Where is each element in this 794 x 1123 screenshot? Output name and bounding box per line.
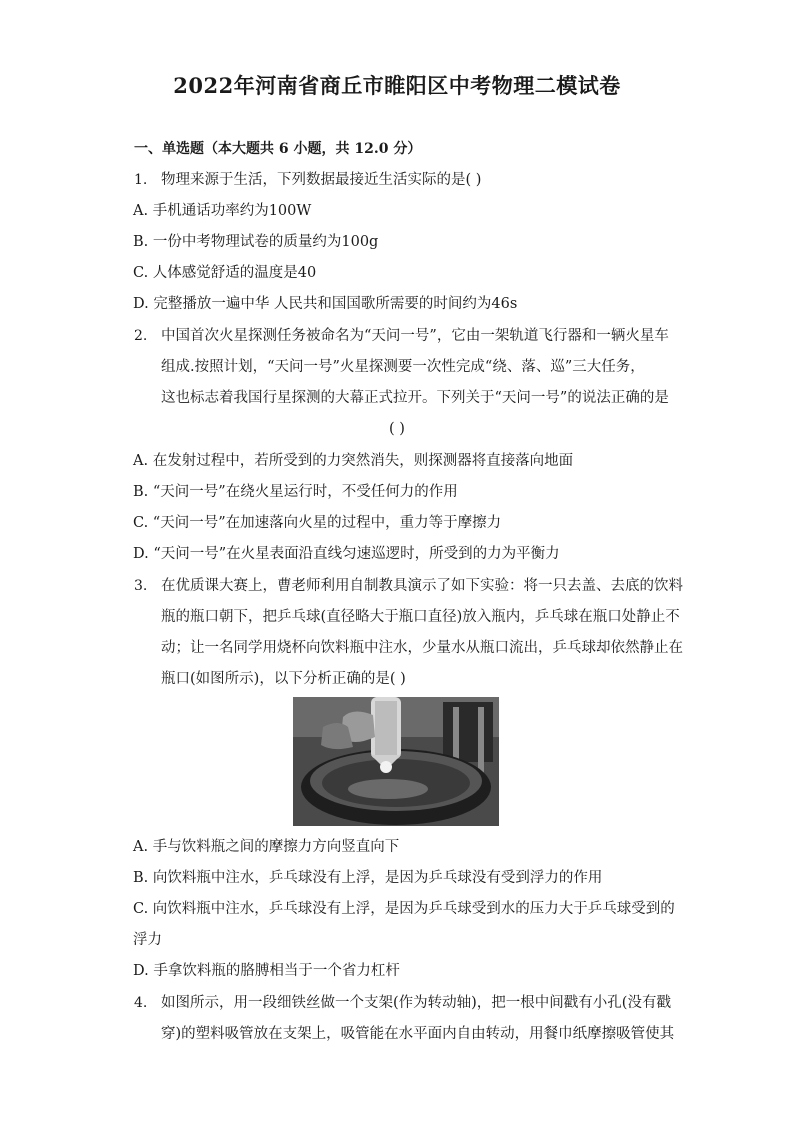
question-text: 如图所示，用一段细铁丝做一个支架(作为转动轴)，把一根中间戳有小孔(没有戳 [161,995,671,1011]
option-a: A. 在发射过程中，若所受到的力突然消失，则探测器将直接落向地面 [133,453,574,469]
question-number: 1. [134,172,148,188]
question-text: 组成.按照计划，“天问一号”火星探测要一次性完成“绕、落、巡”三大任务， [161,359,645,375]
question-text: 瓶的瓶口朝下，把乒乓球(直径略大于瓶口直径)放入瓶内，乒乓球在瓶口处静止不 [161,609,680,625]
page-title: 2022年河南省商丘市睢阳区中考物理二模试卷 [173,73,621,98]
question-number: 3. [134,578,148,594]
option-d: D. “天问一号”在火星表面沿直线匀速巡逻时，所受到的力为平衡力 [133,546,560,562]
answer-parentheses: ( ) [389,421,405,437]
option-d: D. 手拿饮料瓶的胳膊相当于一个省力杠杆 [133,963,400,979]
option-c: C. 向饮料瓶中注水，乒乓球没有上浮，是因为乒乓球受到水的压力大于乒乓球受到的 [133,901,675,917]
question-text: 在优质课大赛上，曹老师利用自制教具演示了如下实验：将一只去盖、去底的饮料 [161,578,683,594]
option-a: A. 手与饮料瓶之间的摩擦力方向竖直向下 [133,839,400,855]
option-c-continued: 浮力 [133,932,162,948]
option-d: D. 完整播放一遍中华 人民共和国国歌所需要的时间约为46s [133,296,518,312]
question-text: 动；让一名同学用烧杯向饮料瓶中注水，少量水从瓶口流出，乒乓球却依然静止在 [161,640,683,656]
experiment-photo [293,697,499,826]
option-a: A. 手机通话功率约为100W [133,203,312,219]
option-c: C. “天问一号”在加速落向火星的过程中，重力等于摩擦力 [133,515,502,531]
option-b: B. “天问一号”在绕火星运行时，不受任何力的作用 [133,484,458,500]
question-text: 中国首次火星探测任务被命名为“天问一号”，它由一架轨道飞行器和一辆火星车 [161,328,669,344]
option-b: B. 一份中考物理试卷的质量约为100g [133,234,379,250]
question-text: 瓶口(如图所示)，以下分析正确的是( ) [161,671,406,687]
question-text: 物理来源于生活，下列数据最接近生活实际的是( ) [161,172,482,188]
question-number: 2. [134,328,148,344]
section-heading: 一、单选题（本大题共 6 小题，共 12.0 分） [134,141,422,157]
question-text: 这也标志着我国行星探测的大幕正式拉开。下列关于“天问一号”的说法正确的是 [161,390,669,406]
option-b: B. 向饮料瓶中注水，乒乓球没有上浮，是因为乒乓球没有受到浮力的作用 [133,870,603,886]
question-number: 4. [134,995,148,1011]
option-c: C. 人体感觉舒适的温度是40 [133,265,317,281]
question-text: 穿)的塑料吸管放在支架上，吸管能在水平面内自由转动，用餐巾纸摩擦吸管使其 [161,1026,675,1042]
